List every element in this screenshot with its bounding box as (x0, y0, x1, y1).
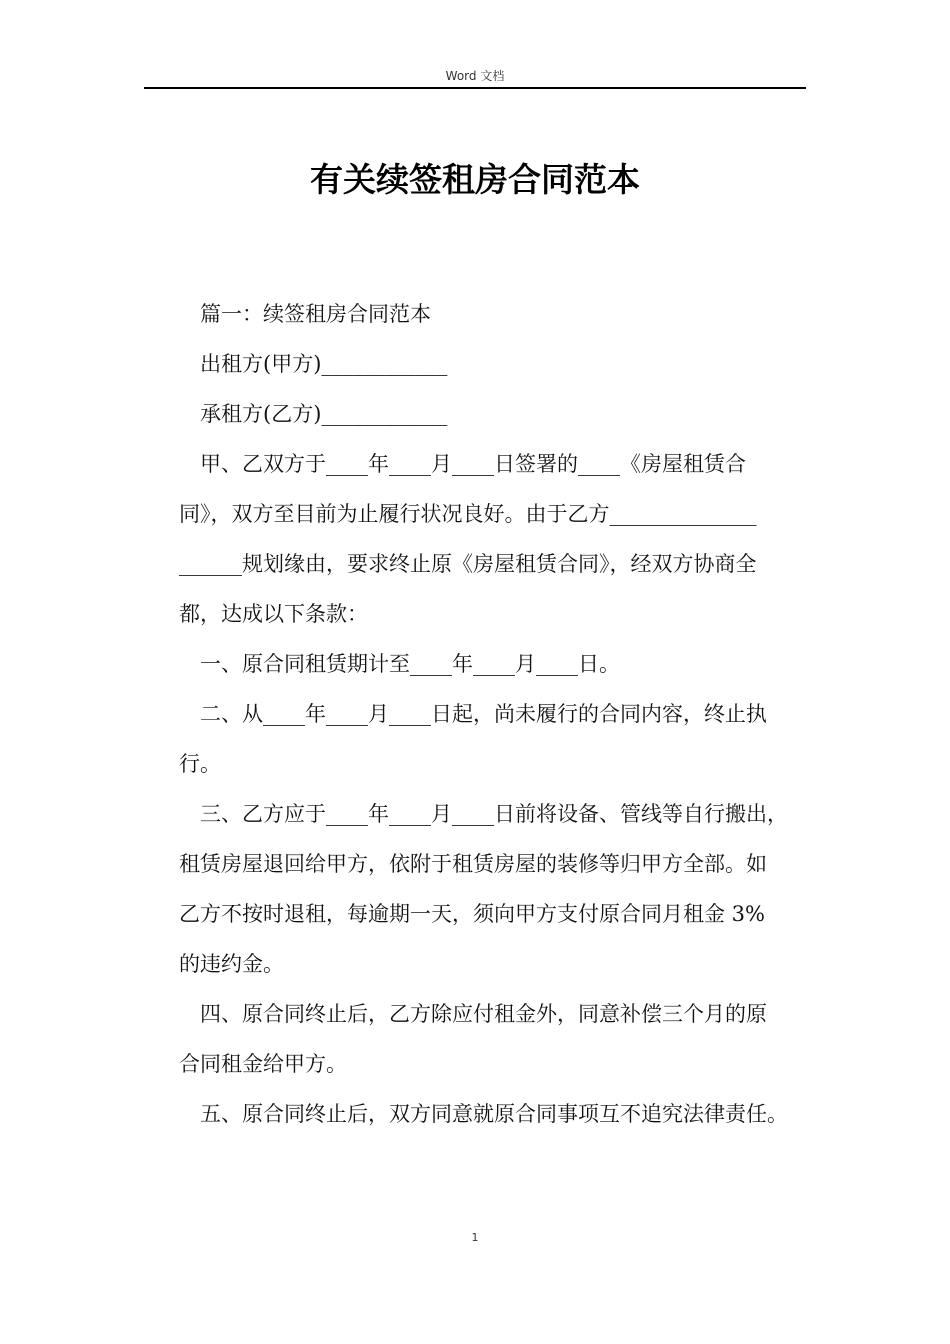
section-heading-line: 篇一：续签租房合同范本 (200, 302, 431, 326)
page-number: 1 (471, 1231, 479, 1244)
clause-4-line-2: 合同租金给甲方。 (179, 1052, 347, 1076)
clause-4-line-1: 四、原合同终止后，乙方除应付租金外，同意补偿三个月的原 (200, 1002, 767, 1026)
preamble-line-1: 甲、乙双方于____年____月____日签署的____《房屋租赁合 (200, 452, 746, 476)
clause-3-line-3: 乙方不按时退租，每逾期一天，须向甲方支付原合同月租金 3% (179, 902, 765, 926)
header-divider (144, 87, 806, 89)
clause-5-line: 五、原合同终止后，双方同意就原合同事项互不追究法律责任。 (200, 1102, 788, 1126)
lessor-line: 出租方(甲方)____________ (200, 352, 448, 376)
clause-3-line-1: 三、乙方应于____年____月____日前将设备、管线等自行搬出， (200, 802, 788, 826)
document-body (179, 289, 809, 1139)
lessee-line: 承租方(乙方)____________ (200, 402, 448, 426)
preamble-line-4: 都，达成以下条款： (179, 602, 368, 626)
page-header-label: Word 文档 (445, 69, 505, 83)
preamble-line-2: 同》，双方至目前为止履行状况良好。由于乙方______________ (179, 502, 757, 526)
document-title: 有关续签租房合同范本 (310, 160, 640, 199)
clause-3-line-4: 的违约金。 (179, 952, 284, 976)
preamble-line-3: ______规划缘由，要求终止原《房屋租赁合同》，经双方协商全 (179, 552, 757, 576)
clause-2-line-1: 二、从____年____月____日起，尚未履行的合同内容，终止执 (200, 702, 767, 726)
clause-2-line-2: 行。 (179, 752, 221, 776)
clause-3-line-2: 租赁房屋退回给甲方，依附于租赁房屋的装修等归甲方全部。如 (179, 852, 767, 876)
clause-1-line: 一、原合同租赁期计至____年____月____日。 (200, 652, 620, 676)
